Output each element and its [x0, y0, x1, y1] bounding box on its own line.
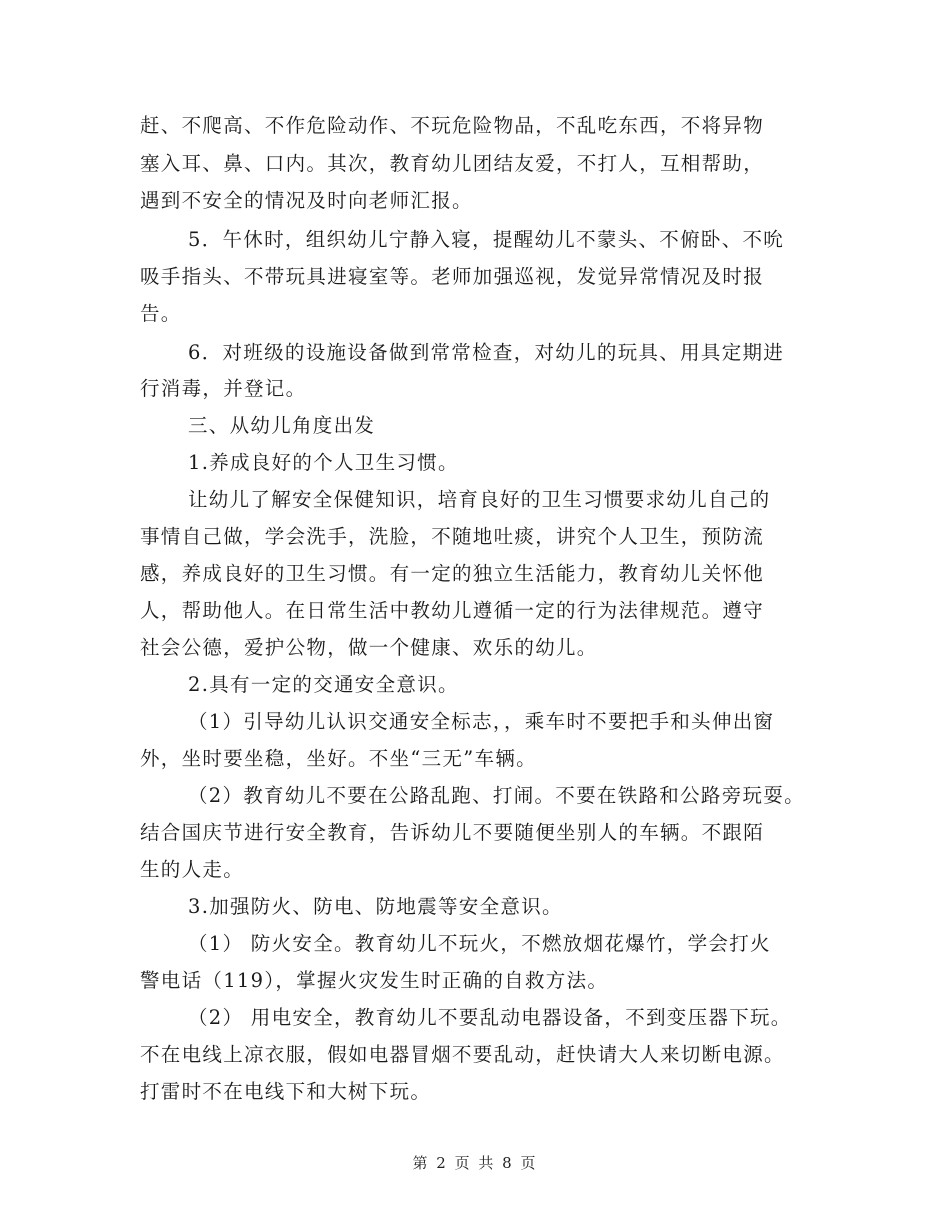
text-line: 告。 [140, 302, 182, 325]
text-line: （2） 用电安全，教育幼儿不要乱动电器设备，不到变压器下玩。 [188, 1006, 792, 1029]
text-line: 5．午休时，组织幼儿宁静入寝，提醒幼儿不蒙头、不俯卧、不吮 [188, 228, 785, 251]
subsection-heading: 2.具有一定的交通安全意识。 [188, 673, 459, 696]
page-footer: 第 2 页 共 8 页 [412, 1154, 538, 1172]
text-line: 行消毒，并登记。 [140, 377, 307, 400]
subsection-heading: 1.养成良好的个人卫生习惯。 [188, 451, 459, 474]
text-line: 让幼儿了解安全保健知识，培育良好的卫生习惯要求幼儿自己的 [188, 488, 771, 511]
text-line: （2）教育幼儿不要在公路乱跑、打闹。不要在铁路和公路旁玩耍。 [188, 784, 805, 807]
text-line: （1） 防火安全。教育幼儿不玩火，不燃放烟花爆竹，学会打火 [188, 932, 771, 955]
text-line: 人，帮助他人。在日常生活中教幼儿遵循一定的行为法律规范。遵守 [140, 599, 765, 622]
subsection-heading: 3.加强防火、防电、防地震等安全意识。 [188, 895, 563, 918]
text-line: 生的人走。 [140, 858, 245, 881]
text-line: 结合国庆节进行安全教育，告诉幼儿不要随便坐别人的车辆。不跟陌 [140, 821, 765, 844]
text-line: 不在电线上凉衣服，假如电器冒烟不要乱动，赶快请大人来切断电源。 [140, 1043, 785, 1066]
text-line: 事情自己做，学会洗手，洗脸，不随地吐痰，讲究个人卫生，预防流 [140, 525, 765, 548]
text-line: 打雷时不在电线下和大树下玩。 [140, 1080, 432, 1103]
text-line: 赶、不爬高、不作危险动作、不玩危险物品，不乱吃东西，不将异物 [140, 114, 765, 137]
text-line: 吸手指头、不带玩具进寝室等。老师加强巡视，发觉异常情况及时报 [140, 265, 765, 288]
text-line: 6．对班级的设施设备做到常常检查，对幼儿的玩具、用具定期进 [188, 341, 785, 364]
text-line: 遇到不安全的情况及时向老师汇报。 [140, 189, 473, 212]
text-line: 感，养成良好的卫生习惯。有一定的独立生活能力，教育幼儿关怀他 [140, 562, 765, 585]
text-line: 社会公德，爱护公物，做一个健康、欢乐的幼儿。 [140, 636, 598, 659]
text-line: 警电话（119），掌握火灾发生时正确的自救方法。 [140, 969, 609, 992]
text-line: 外，坐时要坐稳，坐好。不坐“三无”车辆。 [140, 747, 537, 770]
text-line: （1）引导幼儿认识交通安全标志，，乘车时不要把手和头伸出窗 [188, 710, 775, 733]
text-line: 塞入耳、鼻、口内。其次，教育幼儿团结友爱，不打人，互相帮助， [140, 152, 765, 175]
section-heading: 三、从幼儿角度出发 [188, 414, 376, 437]
